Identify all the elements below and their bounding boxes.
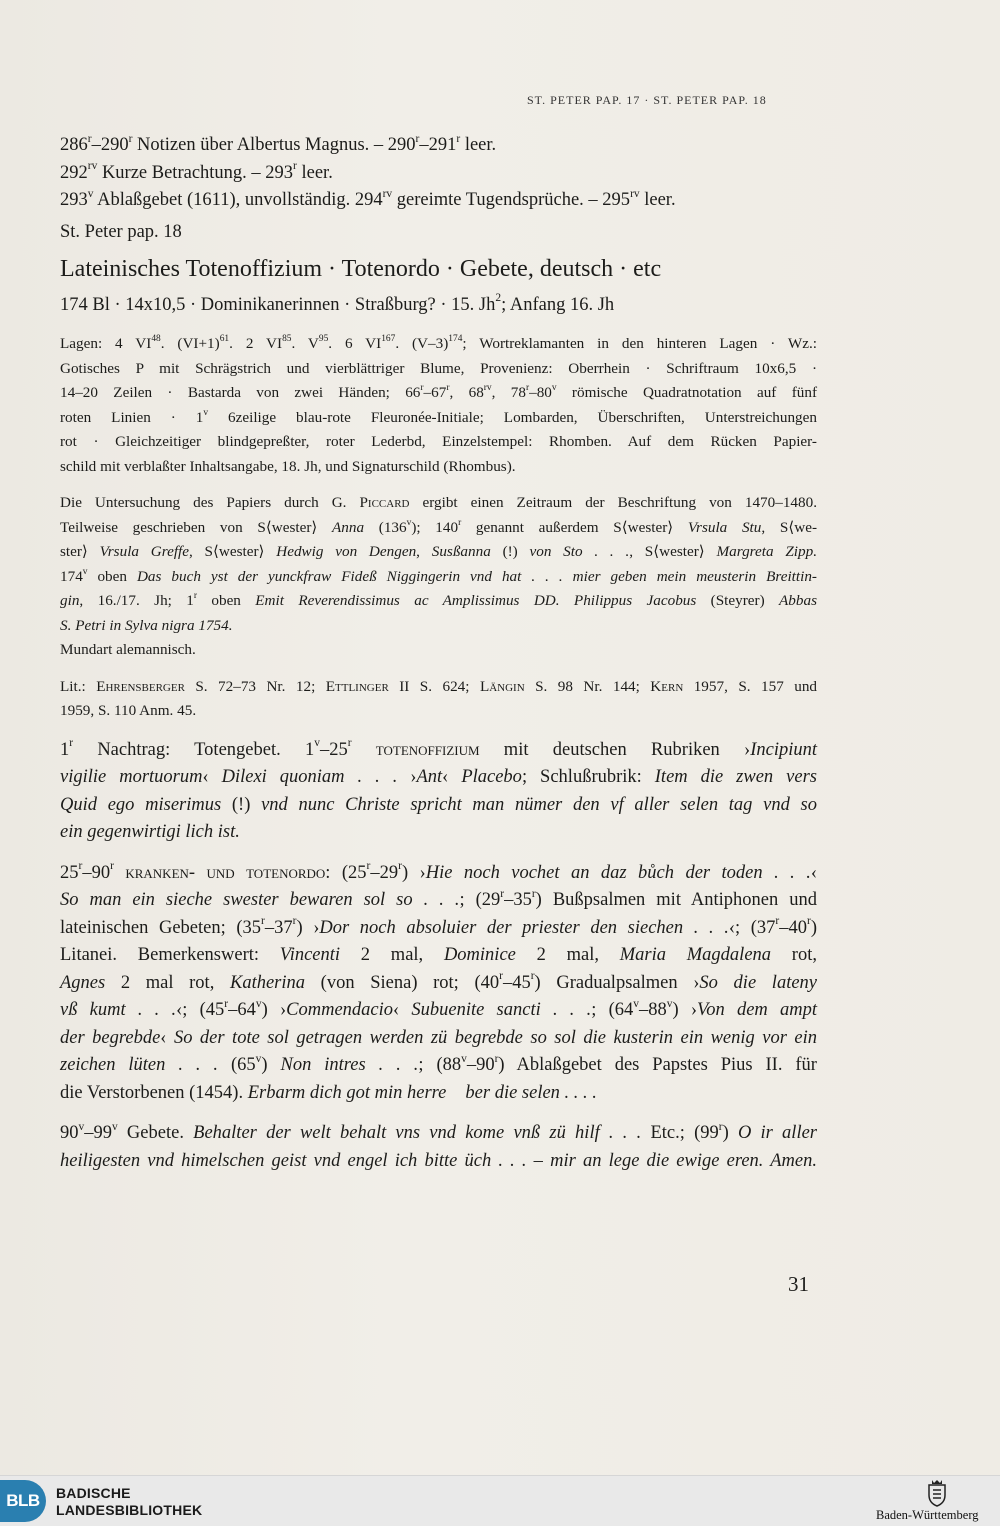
provenance-description: Die Untersuchung des Papiers durch G. Piccard ergibt einen Zeitraum der Beschriftung von 1470–1480. Teilweise geschrieben von S⟨wester⟩ Anna (136$^v$); 140$^r$ genannt außerdem S⟨wester⟩ Vrsula Stu, S⟨we- ster⟩ Vrsula Greffe, S⟨wester⟩ Hedwig von Dengen, Susßanna (!) von Sto . . ., S⟨wester⟩ Margreta Zipp. 174$^v$ oben Das buch yst der yunckfraw Fideß Niggingerin vnd hat . . . mier geben mein meusterin Breittin- gin, 16./17. Jh; 1$^r$ oben Emit Reverendissimus ac Amplissimus DD. Philippus Jacobus (Steyrer) Abbas S. Petri in Sylva nigra 1754. Mundart alemannisch. <box>60 494 818 658</box>
contents-section-2: 25$^r$–90$^r$ kranken- und totenordo: (25$^r$–29$^r$) ›Hie noch vochet an daz bůch der toden . . .‹ So man ein sieche swester bewaren sol so . . .; (29$^r$–35$^r$) Bußpsalmen mit Antiphonen und lateinischen Gebeten; (35$^r$–37$^r$) ›Dor noch absoluier der priester den siechen . . .‹; (37$^r$–40$^r$) Litanei. Bemerkenswert: Vincenti 2 mal, Dominice 2 mal, Maria Magdalena rot, Agnes 2 mal rot, Katherina (von Siena) rot; (40$^r$–45$^r$) Gradualpsalmen ›So die lateny vß kumt . . .‹; (45$^r$–64$^v$) ›Commendacio‹ Subuenite sancti . . .; (64$^v$–88$^v$) ›Von dem ampt der begrebde‹ So der tote sol getragen werden zü begrebde so sol die kusterin ein wenig vor ein zeichen lüten . . . (65$^v$) Non intres . . .; (88$^v$–90$^r$) Ablaßgebet des Papstes Pius II. für die Verstorbenen (1454). Erbarm dich got min herre ٌber die selen . . . . <box>60 860 818 1103</box>
codicological-description: Lagen: 4 VI$^{48}$. $(VI+1)^{61}$. 2 VI$^{85}$. $V^{95}$. 6 VI$^{167}$. $(V-3)^{174}$; Wortreklamanten in den hinteren Lagen · Wz.: Gotisches P mit Schrägstrich und vierblättriger Blume, Provenienz: Oberrhein · Schriftraum 10x6,5 · 14–20 Zeilen · Bastarda von zwei Händen; 66$^r$–67$^r$, $68^{rv}$, 78$^r$–80$^v$ römische Quadratnotation auf fünf roten Linien · $1^v$ 6zeilige blau-rote Fleuronée-Initiale; Lombarden, Überschriften, Unterstreichungen rot · Gleichzeitiger blindgepreßter, roter Lederbd, Einzelstempel: Rhomben. Auf dem Rücken Papier- schild mit verblaßter Inhaltsangabe, 18. Jh, und Signaturschild (Rhombus). <box>60 334 817 475</box>
contents-section-3: 90$^v$–99$^v$ Gebete. Behalter der welt behalt vns vnd kome vnß zü hilf . . . Etc.; (99$^r$) O ir aller heiligesten vnd himelschen geist vnd engel ich bitte üch . . . – mir an lege die ewige eren. Amen. <box>60 1120 817 1171</box>
library-name[interactable] <box>56 1485 202 1519</box>
text-line: 293$^v$ Ablaßgebet (1611), unvollständig. $294^{rv}$ gereimte Tugendsprüche. – $295^{rv}$ leer. <box>60 187 676 210</box>
running-header: ST. PETER PAP. 17 · ST. PETER PAP. 18 <box>527 93 767 107</box>
previous-entry-tail <box>60 132 817 215</box>
text-line: $292^{rv}$ Kurze Betrachtung. – 293$^r$ leer. <box>60 160 333 183</box>
shelfmark: St. Peter pap. 18 <box>60 221 182 242</box>
contents-section-1: 1$^r$ Nachtrag: Totengebet. 1$^v$–25$^r$ totenoffizium mit deutschen Rubriken ›Incipiunt vigilie mortuorum‹ Dilexi quoniam . . . ›Ant‹ Placebo; Schlußrubrik: Item die zwen vers Quid ego miserimus (!) vnd nunc Christe spricht man nümer den vf aller selen tag vnd so ein gegenwirtigi lich ist. <box>60 737 818 842</box>
entry-summary: 174 Bl · 14x10,5 · Dominikanerinnen · Straßburg? · 15. Jh$^2$; Anfang 16. Jh <box>60 292 615 315</box>
literature-references: Lit.: Ehrensberger S. 72–73 Nr. 12; Ettlinger II S. 624; Längin S. 98 Nr. 144; Kern 1957, S. 157 und 1959, S. 110 Anm. 45. <box>60 677 818 719</box>
coat-of-arms-icon <box>926 1479 948 1507</box>
blb-logo-icon[interactable]: BLB <box>0 1480 46 1522</box>
entry-title: Lateinisches Totenoffizium · Totenordo · Gebete, deutsch · etc <box>60 255 662 282</box>
text-line: 286$^r$–290$^r$ Notizen über Albertus Magnus. – 290$^r$–291$^r$ leer. <box>60 132 497 155</box>
library-name-line2: LANDESBIBLIOTHEK <box>56 1502 203 1518</box>
page-number: 31 <box>788 1272 809 1296</box>
page-content <box>60 132 817 1175</box>
state-label: Baden-Württemberg <box>876 1508 979 1522</box>
library-name-line1: BADISCHE <box>56 1485 131 1501</box>
footer-bar <box>0 1475 1000 1526</box>
